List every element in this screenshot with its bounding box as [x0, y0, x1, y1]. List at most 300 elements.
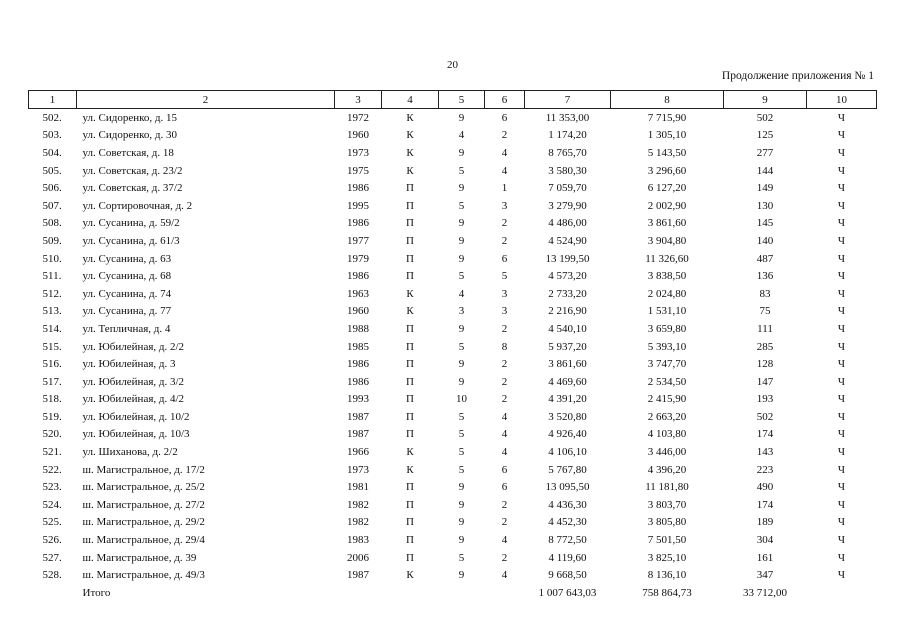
- address-cell: ул. Сусанина, д. 61/3: [82, 234, 180, 247]
- table-row: [29, 426, 877, 444]
- row-number-cell: 512.: [42, 287, 62, 300]
- table-row: [29, 408, 877, 426]
- total-area-cell: 4 106,10: [548, 446, 587, 459]
- living-area-cell: 4 103,80: [647, 428, 687, 441]
- table-row: [29, 355, 877, 373]
- appendix-continuation-label: Продолжение приложения № 1: [721, 70, 874, 82]
- residents-cell: 75: [759, 305, 771, 318]
- wall-material-cell: П: [406, 340, 414, 353]
- living-area-cell: 3 747,70: [647, 358, 687, 371]
- living-area-cell: 5 393,10: [647, 340, 687, 353]
- build-year-cell: 1963: [347, 287, 369, 300]
- floors-cell: 9: [458, 252, 465, 265]
- entrances-cell: 2: [501, 551, 508, 564]
- column-number-header: [29, 91, 877, 109]
- table-row: [29, 443, 877, 461]
- type-cell: Ч: [837, 534, 846, 547]
- row-number-cell: 504.: [42, 146, 62, 159]
- build-year-cell: 1975: [347, 164, 369, 177]
- row-number-cell: 527.: [42, 551, 62, 564]
- entrances-cell: 4: [501, 446, 508, 459]
- address-cell: ул. Сусанина, д. 63: [82, 252, 172, 265]
- floors-cell: 9: [458, 146, 465, 159]
- build-year-cell: 1986: [347, 270, 369, 283]
- residents-cell: 347: [756, 569, 774, 582]
- residents-cell: 189: [756, 516, 774, 529]
- address-cell: ул. Сусанина, д. 59/2: [82, 217, 180, 230]
- entrances-cell: 2: [501, 498, 508, 511]
- living-area-cell: 3 296,60: [647, 164, 687, 177]
- living-area-cell: 5 143,50: [647, 146, 687, 159]
- type-cell: Ч: [837, 340, 846, 353]
- total-area-cell: 4 926,40: [548, 428, 587, 441]
- row-number-cell: 528.: [42, 569, 62, 582]
- residents-cell: 193: [756, 393, 774, 406]
- living-area-cell: 8 136,10: [647, 569, 687, 582]
- table-row: [29, 496, 877, 514]
- floors-cell: 9: [458, 234, 465, 247]
- residents-cell: 128: [756, 358, 774, 371]
- residents-cell: 140: [756, 234, 774, 247]
- floors-cell: 10: [456, 393, 467, 406]
- header-cell: 4: [382, 91, 439, 109]
- entrances-cell: 4: [501, 534, 508, 547]
- entrances-cell: 2: [501, 217, 508, 230]
- floors-cell: 9: [458, 498, 465, 511]
- build-year-cell: 1983: [347, 534, 369, 547]
- row-number-cell: 507.: [42, 199, 62, 212]
- row-number-cell: 513.: [42, 305, 62, 318]
- table-row: [29, 179, 877, 197]
- floors-cell: 9: [458, 569, 465, 582]
- build-year-cell: 1972: [347, 111, 369, 124]
- row-number-cell: 522.: [42, 463, 62, 476]
- address-cell: ул. Юбилейная, д. 3: [82, 358, 176, 371]
- entrances-cell: 6: [501, 252, 508, 265]
- entrances-cell: 4: [501, 428, 508, 441]
- page-number: 20: [447, 59, 458, 71]
- residents-cell: 487: [756, 252, 774, 265]
- row-number-cell: 515.: [42, 340, 62, 353]
- row-number-cell: 508.: [42, 217, 62, 230]
- build-year-cell: 1973: [347, 146, 369, 159]
- floors-cell: 9: [458, 534, 465, 547]
- total-area-cell: 3 861,60: [548, 358, 587, 371]
- entrances-cell: 3: [501, 305, 508, 318]
- row-number-cell: 510.: [42, 252, 62, 265]
- floors-cell: 9: [458, 182, 465, 195]
- build-year-cell: 2006: [347, 551, 369, 564]
- living-area-cell: 3 803,70: [647, 498, 687, 511]
- type-cell: Ч: [837, 393, 846, 406]
- floors-cell: 9: [458, 516, 465, 529]
- total-spacer: [382, 584, 439, 601]
- row-number-cell: 509.: [42, 234, 62, 247]
- table-row: [29, 127, 877, 145]
- wall-material-cell: К: [406, 164, 414, 177]
- wall-material-cell: П: [406, 322, 414, 335]
- type-cell: Ч: [837, 182, 846, 195]
- wall-material-cell: П: [406, 252, 414, 265]
- build-year-cell: 1985: [347, 340, 369, 353]
- entrances-cell: 8: [501, 340, 508, 353]
- row-number-cell: 519.: [42, 410, 62, 423]
- type-cell: Ч: [837, 146, 846, 159]
- total-spacer: [439, 584, 485, 601]
- total-area-cell: 4 469,60: [548, 375, 587, 388]
- residents-cell: 277: [756, 146, 774, 159]
- floors-cell: 5: [458, 270, 465, 283]
- total-area-cell: 2 733,20: [548, 287, 587, 300]
- table-row: [29, 162, 877, 180]
- row-number-cell: 526.: [42, 534, 62, 547]
- entrances-cell: 4: [501, 146, 508, 159]
- residents-cell: 149: [756, 182, 774, 195]
- total-area-cell: 11 353,00: [545, 111, 590, 124]
- table-row: [29, 303, 877, 321]
- living-area-cell: 2 024,80: [647, 287, 687, 300]
- table-row: [29, 320, 877, 338]
- type-cell: Ч: [837, 270, 846, 283]
- wall-material-cell: П: [406, 358, 414, 371]
- type-cell: Ч: [837, 164, 846, 177]
- type-cell: Ч: [837, 446, 846, 459]
- total-spacer: [807, 584, 877, 601]
- entrances-cell: 2: [501, 358, 508, 371]
- type-cell: Ч: [837, 111, 846, 124]
- living-area-sum: 758 864,73: [642, 586, 692, 599]
- type-cell: Ч: [837, 463, 846, 476]
- type-cell: Ч: [837, 498, 846, 511]
- address-cell: ул. Юбилейная, д. 2/2: [82, 340, 185, 353]
- table-row: [29, 338, 877, 356]
- floors-cell: 4: [458, 129, 465, 142]
- row-number-cell: 516.: [42, 358, 62, 371]
- header-cell: 3: [335, 91, 382, 109]
- residents-cell: 490: [756, 481, 774, 494]
- table-row: [29, 461, 877, 479]
- build-year-cell: 1960: [347, 129, 369, 142]
- address-cell: ул. Сусанина, д. 77: [82, 305, 172, 318]
- row-number-cell: 505.: [42, 164, 62, 177]
- row-number-cell: 524.: [42, 498, 62, 511]
- row-number-cell: 506.: [42, 182, 62, 195]
- address-cell: ш. Магистральное, д. 39: [82, 551, 197, 564]
- row-number-cell: 502.: [42, 111, 62, 124]
- table-row: [29, 109, 877, 127]
- address-cell: ул. Тепличная, д. 4: [82, 322, 171, 335]
- type-cell: Ч: [837, 481, 846, 494]
- type-cell: Ч: [837, 129, 846, 142]
- residents-sum: 33 712,00: [743, 586, 787, 599]
- row-number-cell: 518.: [42, 393, 62, 406]
- living-area-cell: 3 861,60: [647, 217, 687, 230]
- entrances-cell: 4: [501, 164, 508, 177]
- wall-material-cell: П: [406, 534, 414, 547]
- total-spacer: [485, 584, 525, 601]
- table-row: [29, 215, 877, 233]
- floors-cell: 5: [458, 410, 465, 423]
- living-area-cell: 2 002,90: [647, 199, 687, 212]
- total-area-cell: 13 095,50: [545, 481, 590, 494]
- address-cell: ш. Магистральное, д. 29/4: [82, 534, 205, 547]
- residents-cell: 125: [756, 129, 774, 142]
- total-area-cell: 13 199,50: [545, 252, 590, 265]
- address-cell: ул. Юбилейная, д. 10/3: [82, 428, 190, 441]
- table-row: [29, 373, 877, 391]
- total-area-cell: 8 765,70: [548, 146, 587, 159]
- total-area-cell: 4 436,30: [548, 498, 587, 511]
- address-cell: ул. Сидоренко, д. 30: [82, 129, 177, 142]
- build-year-cell: 1988: [347, 322, 369, 335]
- living-area-cell: 11 326,60: [645, 252, 689, 265]
- table-row: [29, 197, 877, 215]
- wall-material-cell: К: [406, 305, 414, 318]
- entrances-cell: 4: [501, 569, 508, 582]
- entrances-cell: 2: [501, 234, 508, 247]
- table-row: [29, 391, 877, 409]
- header-cell: 10: [807, 91, 877, 109]
- wall-material-cell: К: [406, 287, 414, 300]
- build-year-cell: 1981: [347, 481, 369, 494]
- address-cell: ул. Сидоренко, д. 15: [82, 111, 177, 124]
- wall-material-cell: П: [406, 393, 414, 406]
- wall-material-cell: П: [406, 428, 414, 441]
- total-area-cell: 4 486,00: [548, 217, 587, 230]
- table-row: [29, 285, 877, 303]
- floors-cell: 9: [458, 217, 465, 230]
- table-row: [29, 478, 877, 496]
- type-cell: Ч: [837, 322, 846, 335]
- type-cell: Ч: [837, 569, 846, 582]
- type-cell: Ч: [837, 551, 846, 564]
- living-area-cell: 2 415,90: [647, 393, 687, 406]
- type-cell: Ч: [837, 428, 846, 441]
- living-area-cell: 4 396,20: [647, 463, 687, 476]
- row-number-cell: 521.: [42, 446, 62, 459]
- floors-cell: 5: [458, 428, 465, 441]
- entrances-cell: 6: [501, 463, 508, 476]
- header-cell: 5: [439, 91, 485, 109]
- address-cell: ш. Магистральное, д. 25/2: [82, 481, 205, 494]
- build-year-cell: 1993: [347, 393, 369, 406]
- residents-cell: 285: [756, 340, 774, 353]
- wall-material-cell: П: [406, 375, 414, 388]
- residents-cell: 223: [756, 463, 774, 476]
- total-area-cell: 4 119,60: [548, 551, 587, 564]
- floors-cell: 5: [458, 199, 465, 212]
- table-row: [29, 531, 877, 549]
- address-cell: ул. Сусанина, д. 68: [82, 270, 172, 283]
- wall-material-cell: П: [406, 498, 414, 511]
- table-row: [29, 232, 877, 250]
- total-area-cell: 9 668,50: [548, 569, 587, 582]
- total-area-cell: 4 573,20: [548, 270, 587, 283]
- residents-cell: 147: [756, 375, 774, 388]
- floors-cell: 9: [458, 111, 465, 124]
- header-cell: 9: [724, 91, 807, 109]
- entrances-cell: 2: [501, 129, 508, 142]
- total-area-cell: 4 540,10: [548, 322, 587, 335]
- residents-cell: 502: [756, 111, 774, 124]
- wall-material-cell: К: [406, 146, 414, 159]
- build-year-cell: 1973: [347, 463, 369, 476]
- build-year-cell: 1986: [347, 358, 369, 371]
- type-cell: Ч: [837, 234, 846, 247]
- total-area-cell: 3 279,90: [548, 199, 587, 212]
- row-number-cell: 503.: [42, 129, 62, 142]
- build-year-cell: 1979: [347, 252, 369, 265]
- table-row: [29, 549, 877, 567]
- wall-material-cell: К: [406, 446, 414, 459]
- row-number-cell: 525.: [42, 516, 62, 529]
- wall-material-cell: П: [406, 270, 414, 283]
- floors-cell: 5: [458, 340, 465, 353]
- entrances-cell: 2: [501, 516, 508, 529]
- residents-cell: 174: [756, 498, 774, 511]
- build-year-cell: 1982: [347, 516, 369, 529]
- address-cell: ул. Сусанина, д. 74: [82, 287, 172, 300]
- header-cell: 2: [77, 91, 335, 109]
- address-cell: ул. Сортировочная, д. 2: [82, 199, 193, 212]
- table-body: [29, 109, 877, 602]
- total-label: Итого: [82, 586, 111, 599]
- residents-cell: 174: [756, 428, 774, 441]
- residents-cell: 304: [756, 534, 774, 547]
- type-cell: Ч: [837, 516, 846, 529]
- total-area-cell: 8 772,50: [548, 534, 587, 547]
- address-cell: ул. Советская, д. 23/2: [82, 164, 183, 177]
- total-area-cell: 1 174,20: [548, 129, 587, 142]
- living-area-cell: 2 534,50: [647, 375, 687, 388]
- build-year-cell: 1986: [347, 182, 369, 195]
- entrances-cell: 2: [501, 393, 508, 406]
- entrances-cell: 5: [501, 270, 508, 283]
- total-area-cell: 3 580,30: [548, 164, 587, 177]
- build-year-cell: 1960: [347, 305, 369, 318]
- wall-material-cell: П: [406, 481, 414, 494]
- floors-cell: 5: [458, 551, 465, 564]
- type-cell: Ч: [837, 217, 846, 230]
- build-year-cell: 1977: [347, 234, 369, 247]
- floors-cell: 9: [458, 322, 465, 335]
- wall-material-cell: К: [406, 111, 414, 124]
- address-cell: ул. Советская, д. 37/2: [82, 182, 183, 195]
- build-year-cell: 1995: [347, 199, 369, 212]
- type-cell: Ч: [837, 252, 846, 265]
- table-row: [29, 514, 877, 532]
- table-row: [29, 250, 877, 268]
- total-row: [29, 584, 877, 601]
- total-spacer: [335, 584, 382, 601]
- residents-cell: 144: [756, 164, 774, 177]
- total-area-cell: 5 767,80: [548, 463, 587, 476]
- header-cell: 1: [29, 91, 77, 109]
- living-area-cell: 3 659,80: [647, 322, 687, 335]
- entrances-cell: 6: [501, 481, 508, 494]
- total-area-cell: 4 452,30: [548, 516, 587, 529]
- residents-cell: 111: [757, 322, 773, 335]
- row-number-cell: 517.: [42, 375, 62, 388]
- residents-cell: 136: [756, 270, 774, 283]
- table-row: [29, 144, 877, 162]
- living-area-cell: 6 127,20: [647, 182, 687, 195]
- address-cell: ул. Юбилейная, д. 3/2: [82, 375, 185, 388]
- build-year-cell: 1982: [347, 498, 369, 511]
- wall-material-cell: К: [406, 129, 414, 142]
- wall-material-cell: П: [406, 516, 414, 529]
- floors-cell: 5: [458, 446, 465, 459]
- row-number-cell: 520.: [42, 428, 62, 441]
- floors-cell: 5: [458, 164, 465, 177]
- row-number-cell: 511.: [42, 270, 62, 283]
- table-row: [29, 566, 877, 584]
- address-cell: ул. Советская, д. 18: [82, 146, 174, 159]
- residents-cell: 143: [756, 446, 774, 459]
- total-area-cell: 5 937,20: [548, 340, 587, 353]
- housing-table: [28, 90, 877, 601]
- living-area-cell: 3 446,00: [647, 446, 687, 459]
- build-year-cell: 1987: [347, 410, 369, 423]
- type-cell: Ч: [837, 358, 846, 371]
- total-area-sum: 1 007 643,03: [538, 586, 597, 599]
- living-area-cell: 3 838,50: [647, 270, 687, 283]
- entrances-cell: 3: [501, 287, 508, 300]
- floors-cell: 9: [458, 358, 465, 371]
- address-cell: ш. Магистральное, д. 27/2: [82, 498, 205, 511]
- wall-material-cell: К: [406, 463, 414, 476]
- type-cell: Ч: [837, 410, 846, 423]
- living-area-cell: 3 904,80: [647, 234, 687, 247]
- build-year-cell: 1966: [347, 446, 369, 459]
- living-area-cell: 7 715,90: [647, 111, 687, 124]
- row-number-cell: 514.: [42, 322, 62, 335]
- wall-material-cell: П: [406, 410, 414, 423]
- floors-cell: 5: [458, 463, 465, 476]
- total-area-cell: 3 520,80: [548, 410, 587, 423]
- address-cell: ул. Шиханова, д. 2/2: [82, 446, 178, 459]
- header-cell: 6: [485, 91, 525, 109]
- table-row: [29, 267, 877, 285]
- type-cell: Ч: [837, 375, 846, 388]
- type-cell: Ч: [837, 287, 846, 300]
- header-cell: 8: [611, 91, 724, 109]
- total-area-cell: 4 524,90: [548, 234, 587, 247]
- floors-cell: 9: [458, 481, 465, 494]
- entrances-cell: 1: [501, 182, 508, 195]
- entrances-cell: 2: [501, 375, 508, 388]
- entrances-cell: 2: [501, 322, 508, 335]
- build-year-cell: 1986: [347, 217, 369, 230]
- build-year-cell: 1987: [347, 569, 369, 582]
- floors-cell: 9: [458, 375, 465, 388]
- address-cell: ул. Юбилейная, д. 10/2: [82, 410, 190, 423]
- wall-material-cell: П: [406, 551, 414, 564]
- residents-cell: 83: [759, 287, 771, 300]
- address-cell: ш. Магистральное, д. 29/2: [82, 516, 205, 529]
- living-area-cell: 3 805,80: [647, 516, 687, 529]
- floors-cell: 4: [458, 287, 465, 300]
- entrances-cell: 6: [501, 111, 508, 124]
- residents-cell: 502: [756, 410, 774, 423]
- floors-cell: 3: [458, 305, 465, 318]
- wall-material-cell: П: [406, 217, 414, 230]
- total-area-cell: 2 216,90: [548, 305, 587, 318]
- type-cell: Ч: [837, 199, 846, 212]
- living-area-cell: 11 181,80: [645, 481, 689, 494]
- wall-material-cell: П: [406, 182, 414, 195]
- total-area-cell: 4 391,20: [548, 393, 587, 406]
